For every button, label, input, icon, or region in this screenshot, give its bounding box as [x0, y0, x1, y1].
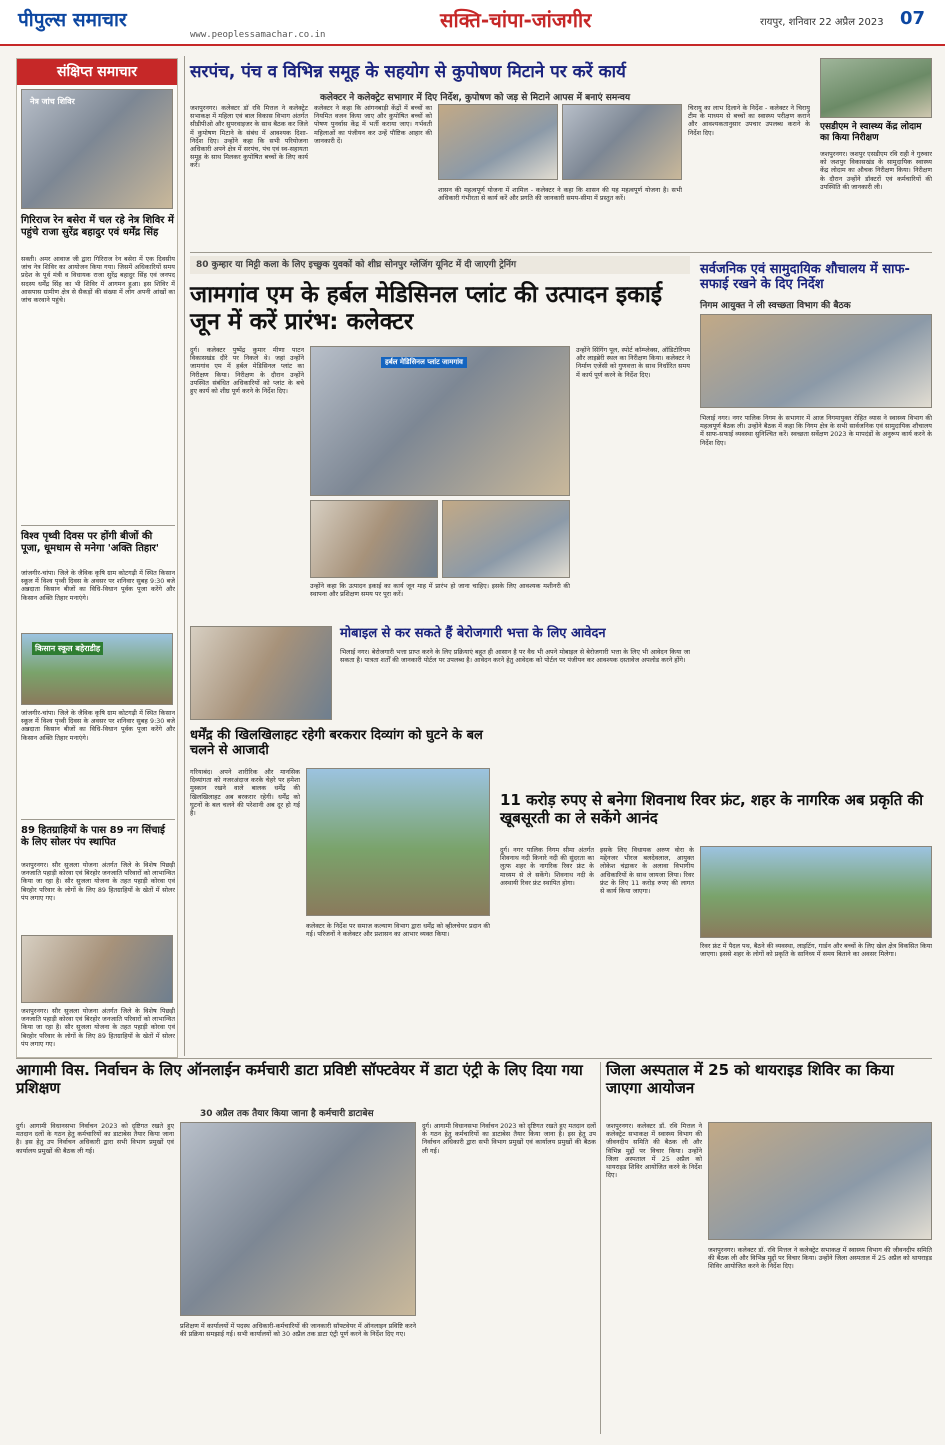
story-2-body-col1: दुर्ग। कलेक्टर पुष्पेंद्र कुमार मीणा पाटन विकासखंड दौरे पर निकले थे। जहां उन्होंने जामगांव एम में हर्बल मेडिसिनल प्लांट का निरीक्षण किया। निरीक्षण के दौरान उन्होंने उपस्थित संबंधित अधिकारियों को प्लांट के बचे हुए कार्य को शीघ्र पूर्ण करने के निर्देश दिए।	[190, 346, 304, 396]
river-front-photo	[700, 846, 932, 938]
meeting-photo	[438, 104, 558, 180]
story-4-body-col1: गरियाबंद। अपने शारीरिक और मानसिक दिव्यांगता को नजरअंदाज करके चेहरे पर हमेशा मुस्कान रखने वाले बालक धर्मेंद्र की खिलखिलाहट अब बरकरार रहेगी। धर्मेंद्र को घुटनों के बल चलने की परेशानी अब दूर हो गई है।	[190, 768, 300, 818]
edition-title: सक्ति-चांपा-जांजगीर	[440, 8, 592, 32]
mobile-application-photo	[190, 626, 332, 720]
dateline: रायपुर, शनिवार 22 अप्रैल 2023	[760, 17, 884, 28]
story-4-body-col2: कलेक्टर के निर्देश पर समाज कल्याण विभाग द्वारा धर्मेंद्र को व्हीलचेयर प्रदान की गई। परिजनों ने कलेक्टर और प्रशासन का आभार व्यक्त किया।	[306, 922, 490, 939]
story-6-headline: 11 करोड़ रुपए से बनेगा शिवनाथ रिवर फ्रंट, शहर के नागरिक अब प्रकृति की खूबसूरती का ले सकेंगे आनंद	[500, 791, 923, 827]
divider	[21, 819, 175, 820]
story-7-body-col2: प्रशिक्षण में कार्यालयों में पदस्थ अधिकारी-कर्मचारियों की जानकारी सॉफ्टवेयर में ऑनलाइन प्रविष्टि करने की प्रक्रिया समझाई गई। सभी कार्यालयों को 30 अप्रैल तक डाटा एंट्री पूर्ण करने के निर्देश दिए गए।	[180, 1322, 416, 1339]
story-7-deck: 30 अप्रैल तक तैयार किया जाना है कर्मचारी डाटाबेस	[200, 1109, 374, 1119]
story-6-body-col3: रिवर फ्रंट में पैदल पथ, बैठने की व्यवस्था, लाइटिंग, गार्डन और बच्चों के लिए खेल क्षेत्र विकसित किया जाएगा। इससे शहर के लोगों को प्रकृति के सानिध्य में समय बिताने का अवसर मिलेगा।	[700, 942, 932, 959]
section-rule	[190, 252, 932, 253]
divider	[21, 525, 175, 526]
story-1-deck: कलेक्टर ने कलेक्ट्रेट सभागार में दिए निर्देश, कुपोषण को जड़ से मिटाने आपस में बनाएं समन्वय	[320, 93, 631, 103]
story-8-headline: जिला अस्पताल में 25 को थायराइड शिविर का किया जाएगा आयोजन	[606, 1061, 894, 1097]
teaser-strip: 80 कुम्हार या मिट्टी कला के लिए इच्छुक युवकों को शीघ्र सोनपुर ग्लेजिंग यूनिट में दी जाएगी ट्रेनिंग	[190, 256, 690, 274]
brief-news-sidebar	[16, 58, 178, 1058]
meeting-photo-2	[562, 104, 682, 180]
inspection-photo	[310, 500, 438, 578]
wheelchair-photo	[306, 768, 490, 916]
story-1-body-col3: शासन की महत्वपूर्ण योजना में शामिल - कलेक्टर ने कहा कि शासन की यह महत्वपूर्ण योजना है। सभी अधिकारी गंभीरता से कार्य करें और प्रगति की जानकारी समय-सीमा में प्रस्तुत करें।	[438, 186, 682, 203]
sidebar-story-3-headline: 89 हितग्राहियों के पास 89 नग सिंचाई के लिए सोलर पंप स्थापित	[21, 825, 165, 848]
story-7-body-col3: दुर्ग। आगामी विधानसभा निर्वाचन 2023 को दृष्टिगत रखते हुए मतदान दलों के गठन हेतु कर्मचारियों का डाटाबेस तैयार किया जाना है। इस हेतु उप निर्वाचन अधिकारी द्वारा सभी विभाग प्रमुखों एवं कार्यालय प्रमुखों की बैठक ली गई।	[422, 1122, 596, 1155]
story-7-headline: आगामी विस. निर्वाचन के लिए ऑनलाईन कर्मचारी डाटा प्रविष्टी सॉफ्टवेयर में डाटा एंट्री के लिए दिया गया प्रशिक्षण	[16, 1061, 583, 1097]
sidebar-story-2-headline: विश्व पृथ्वी दिवस पर होंगी बीजों की पूजा, धूमधाम से मनेगा 'अक्ति तिहार'	[21, 531, 159, 554]
story-2-body-col2: उन्होंने कहा कि उत्पादन इकाई का कार्य जून माह में प्रारंभ हो जाना चाहिए। इसके लिए आवश्यक मशीनरी की स्थापना और प्रशिक्षण समय पर पूरा करें।	[310, 582, 570, 599]
newspaper-brand: पीपुल्स समाचार	[18, 9, 127, 31]
section-rule	[16, 1058, 932, 1059]
page-number: 07	[900, 8, 926, 29]
sidebar-story-1-headline: गिरिराज रेन बसेरा में चल रहे नेत्र शिविर में पहुंचे राजा सुरेंद्र बहादुर एवं धर्मेंद्र सिंह	[21, 215, 174, 238]
sdm-story	[820, 58, 932, 248]
story-7-body-col1: दुर्ग। आगामी विधानसभा निर्वाचन 2023 को दृष्टिगत रखते हुए मतदान दलों के गठन हेतु कर्मचारियों का डाटाबेस तैयार किया जाना है। इस हेतु उप निर्वाचन अधिकारी द्वारा सभी विभाग प्रमुखों एवं कार्यालय प्रमुखों की बैठक ली गई।	[16, 1122, 174, 1155]
herbal-plant-sign: हर्बल मेडिसिनल प्लांट जामगांव	[381, 357, 467, 368]
photo-caption: नेत्र जांच शिविर	[30, 97, 75, 106]
website-url: www.peoplessamachar.co.in	[190, 30, 326, 40]
story-5-body: भिलाई नगर। नगर पालिक निगम के सभागार में आज निगमायुक्त रोहित व्यास ने स्वास्थ्य विभाग की महत्वपूर्ण बैठक ली। उन्होंने बैठक में कहा कि निगम क्षेत्र के सभी सार्वजनिक एवं सामुदायिक शौचालय में साफ-सफाई व्यवस्था सुनिश्चित करें। स्वच्छता सर्वेक्षण 2023 के मापदंडों के अनुरूप कार्य करने के निर्देश दिए।	[700, 414, 932, 447]
sidebar-story-3-body: जशपुरनगर। सौर सुजला योजना अंतर्गत जिले के विशेष पिछड़ी जनजाति पहाड़ी कोरवा एवं बिरहोर जनजाति परिवारों को लाभान्वित किया जा रहा है। सौर सुजला योजना के तहत पहाड़ी कोरवा एवं बिरहोर परिवार के लोगों के लिए 89 हितग्राहियों के खेतों में सोलर पंप लगाए गए।	[21, 861, 175, 902]
story-9-headline: एसडीएम ने स्वास्थ्य केंद्र लोदाम का किया निरीक्षण	[820, 122, 922, 143]
story-8-body-col1: जशपुरनगर। कलेक्टर डॉ. रवि मित्तल ने कलेक्ट्रेट सभाकक्ष में स्वास्थ्य विभाग की जीवनदीप समिति की बैठक ली और विभिन्न मुद्दों पर विचार किया। उन्होंने जिला अस्पताल में 25 अप्रैल को थायराइड शिविर आयोजित करने के निर्देश दिए।	[606, 1122, 702, 1180]
story-1-body-col2: कलेक्टर ने कहा कि आंगनबाड़ी केंद्रों में बच्चों का नियमित वजन किया जाए और कुपोषित बच्चों को पोषण पुनर्वास केंद्र में भर्ती कराया जाए। गर्भवती महिलाओं का पंजीयन कर उन्हें पौष्टिक आहार की जानकारी दें।	[314, 104, 432, 145]
column-rule	[184, 56, 185, 1056]
herbal-plant-photo	[310, 346, 570, 496]
kisan-school-photo	[21, 633, 173, 705]
hospital-photo	[708, 1122, 932, 1240]
story-9-body: जशपुरनगर। जशपुर एसडीएम रवि राही ने गुरुवार को जशपुर विकासखंड के सामुदायिक स्वास्थ्य केंद्र लोदाम का औचक निरीक्षण किया। निरीक्षण के दौरान उन्होंने डॉक्टरों एवं कर्मचारियों की उपस्थिति की जानकारी ली।	[820, 150, 932, 191]
column-rule	[600, 1062, 601, 1434]
story-1-body-col4: चिरायु का लाभ दिलाने के निर्देश - कलेक्टर ने चिरायु टीम के माध्यम से बच्चों का स्वास्थ्य परीक्षण कराने और आवश्यकतानुसार उपचार उपलब्ध कराने के निर्देश दिए।	[688, 104, 810, 137]
sidebar-heading: संक्षिप्त समाचार	[17, 59, 177, 85]
story-8-body-col2: जशपुरनगर। कलेक्टर डॉ. रवि मित्तल ने कलेक्ट्रेट सभाकक्ष में स्वास्थ्य विभाग की जीवनदीप समिति की बैठक ली और विभिन्न मुद्दों पर विचार किया। उन्होंने जिला अस्पताल में 25 अप्रैल को थायराइड शिविर आयोजित करने के निर्देश दिए।	[708, 1246, 932, 1271]
training-photo	[442, 500, 570, 578]
sidebar-story-1-body: सक्ती। अमर आवाज जी द्वारा गिरिराज रेन बसेरा में एक दिवसीय जांच नेत्र शिविर का आयोजन किया गया। जिसमें अधिकारियों समय प्रदेश के पूर्व मंत्री व विधायक राजा सुरेंद्र बहादुर सिंह एवं जनपद सदस्य धर्मेंद्र सिंह का भी शिविर में आगमन हुआ। इस शिविर में आसपास ग्रामीण क्षेत्र से सैकड़ों की संख्या में लोग अपनी आंखों का जांच करवाने पहुंचे।	[21, 255, 175, 305]
story-6-body-col1: दुर्ग। नगर पालिक निगम सीमा अंतर्गत शिवनाथ नदी किनारे नदी की सुंदरता का लुत्फ शहर के नागरिक रिवर फ्रंट के माध्यम से ले सकेंगे। शिवनाथ नदी के अस्थायी रिवर फ्रंट स्थापित होगा।	[500, 846, 594, 887]
municipal-meeting-photo	[700, 314, 932, 408]
sidebar-story-3-more: जशपुरनगर। सौर सुजला योजना अंतर्गत जिले के विशेष पिछड़ी जनजाति पहाड़ी कोरवा एवं बिरहोर जनजाति परिवारों को लाभान्वित किया जा रहा है। सौर सुजला योजना के तहत पहाड़ी कोरवा एवं बिरहोर परिवार के लोगों के लिए 89 हितग्राहियों के खेतों में सोलर पंप लगाए गए।	[21, 1007, 175, 1048]
eye-camp-photo	[21, 89, 173, 209]
story-3-headline: मोबाइल से कर सकते हैं बेरोजगारी भत्ता के लिए आवेदन	[340, 626, 606, 641]
story-1-body-col1: जशपुरनगर। कलेक्टर डॉ रवि मित्तल ने कलेक्ट्रेट सभाकक्ष में महिला एवं बाल विकास विभाग अंतर्गत सीडीपीओ और सुपरवाइजर के साथ बैठक कर जिले में कुपोषण मिटाने के संबंध में आवश्यक दिशा-निर्देश दिए। उन्होंने कहा कि सभी परियोजना अधिकारी अपने क्षेत्र में सरपंच, पंच एवं स्व-सहायता समूह के साथ मिलकर कुपोषित बच्चों के लिए कार्य करें।	[190, 104, 308, 170]
story-3-body: भिलाई नगर। बेरोजगारी भत्ता प्राप्त करने के लिए प्रक्रियाएं बहुत ही आसान है पर वैध भी अपने मोबाइल से बेरोजगारी भत्ता के लिए भी आवेदन किया जा सकता है। पात्रता शर्तों की जानकारी पोर्टल पर उपलब्ध है। आवेदन करने हेतु आवेदक को पोर्टल पर पंजीयन कर आवश्यक दस्तावेज अपलोड करने होंगे।	[340, 648, 690, 665]
masthead	[0, 0, 945, 46]
story-4-headline: धर्मेंद्र की खिलखिलाहट रहेगी बरकरार दिव्यांग को घुटने के बल चलने से आजादी	[190, 728, 483, 759]
story-2-body-col3: उन्होंने सिंगिंग पूल, स्पोर्ट कॉम्प्लेक्स, ऑडिटोरियम और लाइब्रेरी स्थल का निरीक्षण किया। कलेक्टर ने निर्माण एजेंसी को गुणवत्ता के साथ निर्धारित समय में कार्य पूर्ण करने के निर्देश दिए।	[576, 346, 690, 379]
sidebar-story-2-body: जांजगीर-चांपा। जिले के जैविक कृषि ग्राम कोटगढ़ी में स्थित किसान स्कूल में विश्व पृथ्वी दिवस के अवसर पर शनिवार सुबह 9:30 बजे अन्नदाता किसान बीजों का विधि-विधान पूर्वक पूजा करेंगे और किसान अक्ति तिहार मनाएंगे।	[21, 569, 175, 602]
kisan-school-sign: किसान स्कूल बहेराडीह	[32, 642, 103, 655]
solar-pump-photo	[21, 935, 173, 1003]
sidebar-story-2-more: जांजगीर-चांपा। जिले के जैविक कृषि ग्राम कोटगढ़ी में स्थित किसान स्कूल में विश्व पृथ्वी दिवस के अवसर पर शनिवार सुबह 9:30 बजे अन्नदाता किसान बीजों का विधि-विधान पूर्वक पूजा करेंगे और किसान अक्ति तिहार मनाएंगे।	[21, 709, 175, 742]
sdm-photo	[820, 58, 932, 118]
story-6-body-col2: इसके लिए विधायक अरुण वोरा के मद्देनजर भीरज बलदेवलाल, आयुक्त लोकेश चंद्राकर के अलावा विभागीय अधिकारियों के साथ जायजा लिया। रिवर फ्रंट के लिए 11 करोड़ रुपए की लागत से कार्य किया जाएगा।	[600, 846, 694, 896]
story-5-deck: निगम आयुक्त ने ली स्वच्छता विभाग की बैठक	[700, 301, 851, 311]
story-2-headline: जामगांव एम के हर्बल मेडिसिनल प्लांट की उत्पादन इकाई जून में करें प्रारंभ: कलेक्टर	[190, 282, 663, 336]
story-1-headline: सरपंच, पंच व विभिन्न समूह के सहयोग से कुपोषण मिटाने पर करें कार्य	[190, 62, 626, 82]
story-5-headline: सर्वजनिक एवं सामुदायिक शौचालय में साफ-सफाई रखने के दिए निर्देश	[700, 262, 910, 293]
training-hall-photo	[180, 1122, 416, 1316]
